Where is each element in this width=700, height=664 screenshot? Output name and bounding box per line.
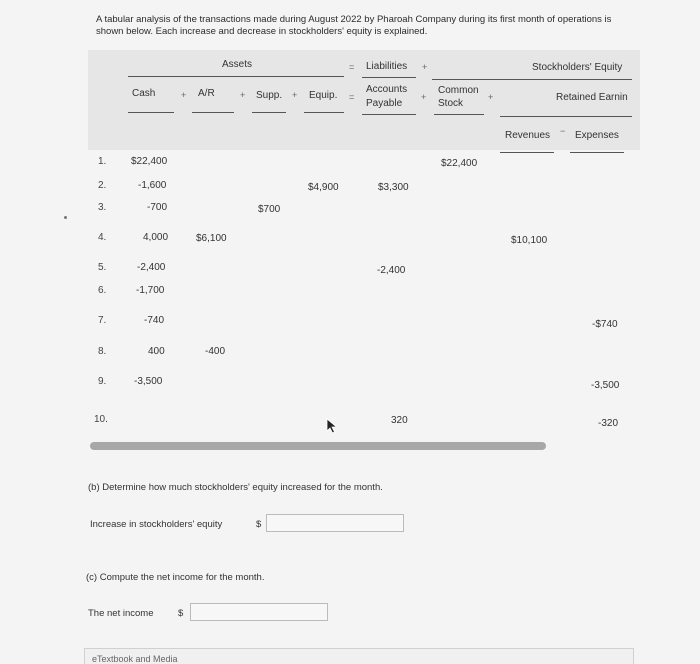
minus-sign: − — [560, 126, 566, 136]
re-underline — [500, 116, 632, 117]
cash-cell: -1,700 — [136, 285, 165, 296]
accounts-payable-cell: 320 — [391, 415, 408, 426]
revenues-cell: $10,100 — [511, 235, 548, 246]
common-stock-header-line2: Stock — [438, 98, 464, 109]
se-underline — [432, 79, 632, 80]
equals-sign: = — [349, 62, 355, 72]
supplies-header: Supp. — [256, 90, 283, 101]
stockholders-equity-header: Stockholders' Equity — [532, 62, 623, 73]
accounts-payable-header-line2: Payable — [366, 98, 403, 109]
common-stock-cell: $22,400 — [441, 158, 478, 169]
etextbook-link[interactable]: eTextbook and Media — [92, 654, 178, 664]
mouse-cursor-icon — [326, 418, 338, 439]
part-c-question: (c) Compute the net income for the month. — [86, 572, 265, 583]
supplies-underline — [252, 112, 286, 113]
part-c-label: The net income — [88, 608, 154, 619]
revenues-underline — [500, 152, 554, 153]
plus-sign: + — [421, 92, 427, 102]
retained-earnings-header: Retained Earnin — [556, 92, 628, 103]
cash-cell: $22,400 — [131, 156, 168, 167]
part-b-question: (b) Determine how much stockholders' equity increased for the month. — [88, 482, 383, 493]
accounts-receivable-cell: -400 — [205, 346, 226, 357]
accounts-payable-cell: -2,400 — [377, 265, 406, 276]
row-number: 4. — [98, 232, 107, 243]
row-number: 2. — [98, 180, 107, 191]
assets-underline — [128, 76, 344, 77]
cash-underline — [128, 112, 174, 113]
equals-sign: = — [349, 92, 355, 102]
equipment-underline — [304, 112, 344, 113]
part-c-currency: $ — [178, 608, 184, 619]
revenues-header: Revenues — [505, 130, 551, 141]
plus-sign: + — [240, 90, 246, 100]
liabilities-underline — [362, 77, 416, 78]
row-number: 1. — [98, 156, 107, 167]
cash-cell: 400 — [148, 346, 165, 357]
plus-sign: + — [181, 90, 187, 100]
expenses-cell: -320 — [598, 418, 619, 429]
expenses-underline — [570, 152, 624, 153]
cash-cell: 4,000 — [143, 232, 169, 243]
cash-cell: -700 — [147, 202, 168, 213]
accounts-payable-header-line1: Accounts — [366, 84, 408, 95]
ar-underline — [192, 112, 234, 113]
ar-header: A/R — [198, 88, 215, 99]
net-income-input[interactable] — [190, 603, 328, 621]
plus-sign: + — [292, 90, 298, 100]
row-number: 10. — [94, 414, 108, 425]
accounts-payable-cell: $3,300 — [378, 182, 409, 193]
plus-sign: + — [488, 92, 494, 102]
supplies-cell: $700 — [258, 204, 281, 215]
row-number: 3. — [98, 202, 107, 213]
cash-cell: -740 — [144, 315, 165, 326]
problem-intro: A tabular analysis of the transactions made during August 2022 by Pharoah Company during its first month of operations is shown below. Each increase and decrease in stockholders' equity is explained. — [96, 14, 612, 37]
equipment-cell: $4,900 — [308, 182, 339, 193]
plus-sign: + — [422, 62, 428, 72]
common-stock-header-line1: Common — [438, 85, 479, 96]
expenses-cell: -$740 — [592, 319, 618, 330]
accounts-receivable-cell: $6,100 — [196, 233, 227, 244]
horizontal-scrollbar[interactable] — [90, 442, 546, 450]
equity-increase-input[interactable] — [266, 514, 404, 532]
equipment-header: Equip. — [309, 90, 338, 101]
row-number: 8. — [98, 346, 107, 357]
row-number: 5. — [98, 262, 107, 273]
cash-cell: -1,600 — [138, 180, 167, 191]
part-b-currency: $ — [256, 519, 262, 530]
ap-underline — [362, 114, 416, 115]
expenses-cell: -3,500 — [591, 380, 620, 391]
cs-underline — [434, 114, 484, 115]
assets-header: Assets — [222, 59, 253, 70]
row-number: 6. — [98, 285, 107, 296]
cash-cell: -2,400 — [137, 262, 166, 273]
part-b-label: Increase in stockholders' equity — [90, 519, 223, 530]
cash-header: Cash — [132, 88, 156, 99]
cash-cell: -3,500 — [134, 376, 163, 387]
decorative-dot — [64, 216, 67, 219]
row-number: 7. — [98, 315, 107, 326]
row-number: 9. — [98, 376, 107, 387]
expenses-header: Expenses — [575, 130, 619, 141]
liabilities-header: Liabilities — [366, 61, 408, 72]
